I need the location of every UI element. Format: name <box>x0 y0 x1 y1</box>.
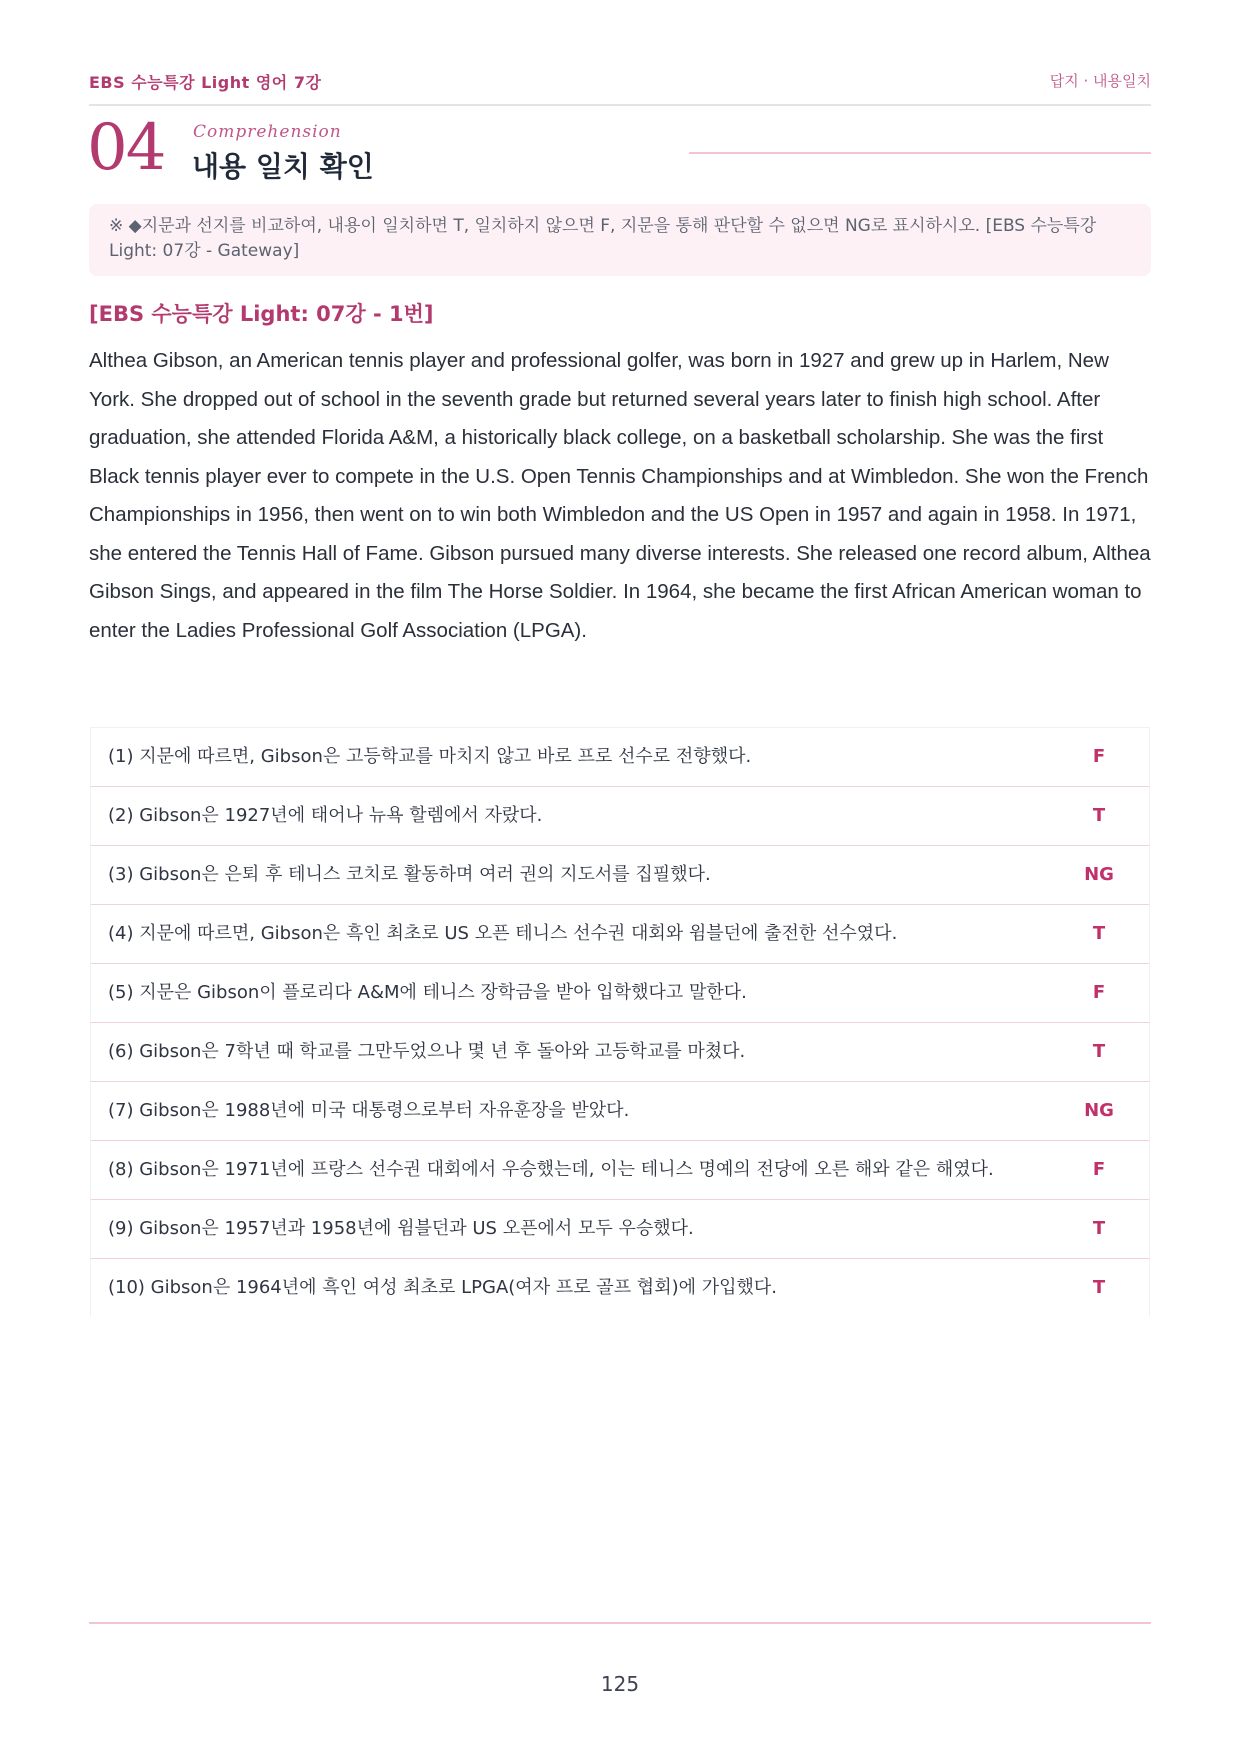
question-row <box>90 727 1150 787</box>
question-text: (6) Gibson은 7학년 때 학교를 그만두었으나 몇 년 후 돌아와 고등학교를 마쳤다. <box>108 1041 746 1062</box>
section-english-title: Comprehension <box>193 122 342 142</box>
question-row <box>90 1082 1150 1141</box>
section-label: 답지 · 내용일치 <box>1049 72 1151 90</box>
question-text: (2) Gibson은 1927년에 태어나 뉴욕 할렘에서 자랐다. <box>108 805 543 826</box>
answer-mark: F <box>1092 1159 1106 1180</box>
passage-text: Althea Gibson, an American tennis player and professional golfer, was born in 1927 and grew up in Harlem, New York. She dropped out of school in the seventh grade but returned several years later to finish high school. After graduation, she attended Florida A&M, a historically black college, on a basketball scholarship. She was the first Black tennis player ever to compete in the U.S. Open Tennis Championships and at Wimbledon. She won the French Championships in 1956, then went on to win both Wimbledon and the US Open in 1957 and again in 1958. In 1971, she entered the Tennis Hall of Fame. Gibson pursued many diverse interests. She released one record album, Althea Gibson Sings, and appeared in the film The Horse Soldier. In 1964, she became the first African American woman to enter the Ladies Professional Golf Association (LPGA). <box>89 349 1151 642</box>
section-heading <box>89 108 1151 188</box>
question-row <box>90 1023 1150 1082</box>
question-row <box>90 1200 1150 1259</box>
question-text: (8) Gibson은 1971년에 프랑스 선수권 대회에서 우승했는데, 이는 테니스 명예의 전당에 오른 해와 같은 해였다. <box>108 1159 994 1180</box>
answer-mark: F <box>1092 746 1106 767</box>
question-text: (9) Gibson은 1957년과 1958년에 윔블던과 US 오픈에서 모두 우승했다. <box>108 1218 694 1239</box>
answer-mark: T <box>1092 805 1106 826</box>
question-text: (7) Gibson은 1988년에 미국 대통령으로부터 자유훈장을 받았다. <box>108 1100 630 1121</box>
passage-source-title: [EBS 수능특강 Light: 07강 - 1번] <box>89 302 434 326</box>
question-text: (3) Gibson은 은퇴 후 테니스 코치로 활동하며 여러 권의 지도서를 집필했다. <box>108 864 711 885</box>
page-number: 125 <box>600 1672 640 1696</box>
footer-divider <box>89 1622 1151 1624</box>
answer-mark: T <box>1092 923 1106 944</box>
question-text: (1) 지문에 따르면, Gibson은 고등학교를 마치지 않고 바로 프로 선수로 전향했다. <box>108 746 752 767</box>
question-row <box>90 787 1150 846</box>
heading-divider <box>689 152 1151 154</box>
question-text: (5) 지문은 Gibson이 플로리다 A&M에 테니스 장학금을 받아 입학했다고 말한다. <box>108 982 747 1003</box>
question-row <box>90 1141 1150 1200</box>
question-text: (4) 지문에 따르면, Gibson은 흑인 최초로 US 오픈 테니스 선수권 대회와 윔블던에 출전한 선수였다. <box>108 923 898 944</box>
top-header <box>89 64 1151 106</box>
answer-mark: NG <box>1084 864 1114 885</box>
answer-mark: T <box>1092 1277 1106 1298</box>
instruction-box: ※ ◆지문과 선지를 비교하여, 내용이 일치하면 T, 일치하지 않으면 F, 지문을 통해 판단할 수 없으면 NG로 표시하시오. [EBS 수능특강 Light: 07강 - Gateway] <box>89 204 1151 276</box>
question-list <box>90 727 1150 1317</box>
answer-mark: F <box>1092 982 1106 1003</box>
section-number: 04 <box>87 111 165 185</box>
question-row <box>90 905 1150 964</box>
answer-mark: T <box>1092 1218 1106 1239</box>
answer-mark: NG <box>1084 1100 1114 1121</box>
question-text: (10) Gibson은 1964년에 흑인 여성 최초로 LPGA(여자 프로 골프 협회)에 가입했다. <box>108 1277 777 1298</box>
question-row <box>90 1259 1150 1317</box>
series-title: EBS 수능특강 Light 영어 7강 <box>89 73 322 92</box>
section-korean-title: 내용 일치 확인 <box>192 150 374 183</box>
answer-mark: T <box>1092 1041 1106 1062</box>
question-row <box>90 846 1150 905</box>
question-row <box>90 964 1150 1023</box>
